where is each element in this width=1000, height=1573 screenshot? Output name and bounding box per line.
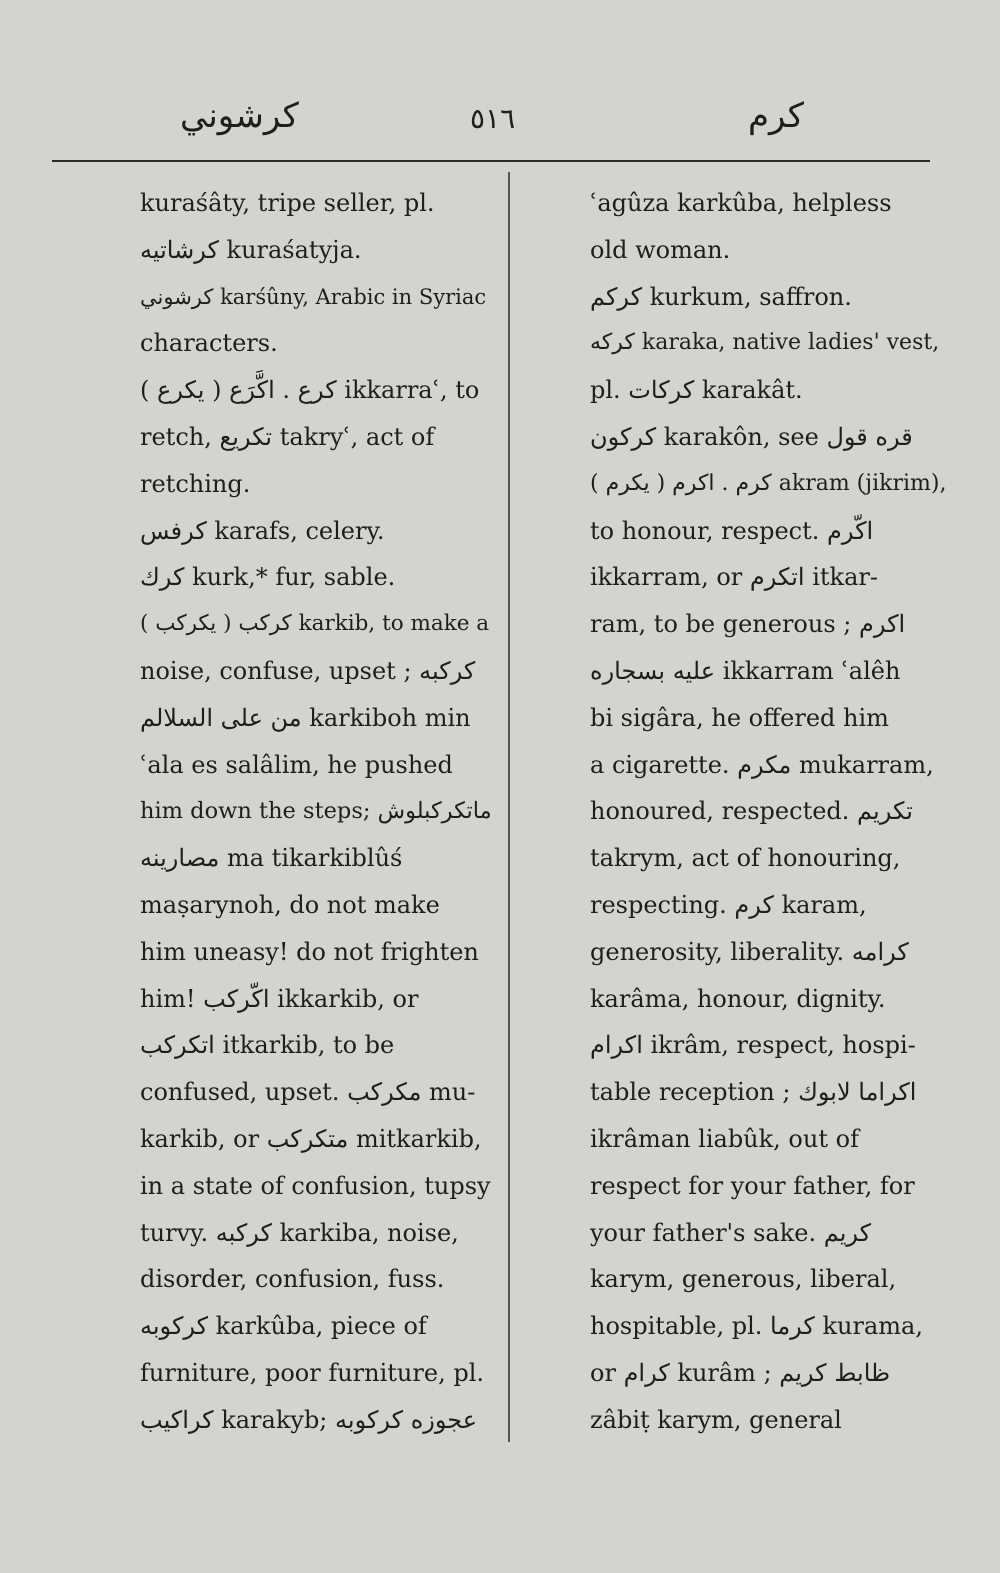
entry-line: كرشوني karśûny, Arabic in Syriac <box>140 284 487 309</box>
entry-line: noise, confuse, upset ; كركبه <box>140 656 476 685</box>
entry-line: كرم . اكرم ( يكرم ) akram (jikrim), <box>590 470 946 496</box>
entry-line: كراكيب karakyb; عجوزه كركوبه <box>140 1405 478 1434</box>
entry-line: اكرام ikrâm, respect, hospi- <box>590 1031 916 1060</box>
entry-line: him uneasy! do not frighten <box>140 937 479 966</box>
entry-line: him down the steps; ماتكركبلوش <box>140 798 492 825</box>
entry-line: karâma, honour, dignity. <box>590 984 886 1013</box>
right-column <box>590 180 946 1444</box>
entry-line: honoured, respected. تكريم <box>590 797 913 826</box>
entry-line: retch, تكريع takryʿ, act of <box>140 422 435 451</box>
entry-line: ʿala es salâlim, he pushed <box>140 750 453 779</box>
entry-line: turvy. كركبه karkiba, noise, <box>140 1218 459 1247</box>
entry-line: confused, upset. مكركب mu- <box>140 1078 476 1107</box>
left-column <box>140 180 492 1444</box>
entry-line: كرك kurk,* fur, sable. <box>140 563 396 592</box>
entry-line: كركب ( يكركب ) karkib, to make a <box>140 611 490 637</box>
entry-line: kuraśâty, tripe seller, pl. <box>140 189 435 217</box>
entry-line: ikrâman liabûk, out of <box>590 1124 859 1153</box>
running-head-left: كرشوني <box>180 96 299 136</box>
entry-line: old woman. <box>590 235 731 264</box>
entry-line: respecting. كرم karam, <box>590 890 867 919</box>
entry-line: table reception ; اكراما لابوك <box>590 1078 917 1107</box>
entry-line: pl. كركات karakât. <box>590 376 803 405</box>
entry-line: karkib, or متكركب mitkarkib, <box>140 1124 482 1153</box>
entry-line: in a state of confusion, tupsy <box>140 1171 491 1200</box>
entry-line: اتكركب itkarkib, to be <box>140 1031 395 1060</box>
entry-line: من على السلالم karkiboh min <box>140 703 471 732</box>
entry-line: hospitable, pl. كرما kurama, <box>590 1312 923 1341</box>
entry-line: كركم kurkum, saffron. <box>590 282 852 311</box>
page-number: ٥١٦ <box>470 102 516 135</box>
entry-line: to honour, respect. اكّرم <box>590 516 874 545</box>
column-divider <box>508 172 510 1442</box>
entry-line: takrym, act of honouring, <box>590 844 901 873</box>
entry-line: كرفس karafs, celery. <box>140 516 385 545</box>
entry-line: كركون karakôn, see قره قول <box>590 422 913 451</box>
entry-line: عليه بسجاره ikkarram ʿalêh <box>590 656 901 685</box>
entry-line: ram, to be generous ; اكرم <box>590 610 906 639</box>
entry-line: maṣarynoh, do not make <box>140 890 440 919</box>
entry-line: bi sigâra, he offered him <box>590 703 889 732</box>
entry-line: karym, generous, liberal, <box>590 1265 897 1294</box>
entry-line: generosity, liberality. كرامه <box>590 937 909 966</box>
entry-line: كركوبه karkûba, piece of <box>140 1312 427 1341</box>
entry-line: respect for your father, for <box>590 1171 915 1200</box>
entry-line: him! اكّركب ikkarkib, or <box>140 984 419 1013</box>
running-head-right: كرم <box>748 96 804 136</box>
entry-line: characters. <box>140 329 278 358</box>
entry-line: كرشاتيه kuraśatyja. <box>140 235 362 264</box>
entry-line: كركه karaka, native ladies' vest, <box>590 330 940 356</box>
entry-line: furniture, poor furniture, pl. <box>140 1358 484 1387</box>
entry-line: disorder, confusion, fuss. <box>140 1265 445 1294</box>
entry-line: a cigarette. مكرم mukarram, <box>590 750 934 779</box>
entry-line: مصارينه ma tikarkiblûś <box>140 844 403 873</box>
entry-line: ikkarram, or اتكرم itkar- <box>590 563 878 592</box>
entry-line: or كرام kurâm ; ظابط كريم <box>590 1358 891 1387</box>
entry-line: retching. <box>140 469 251 498</box>
entry-line: zâbiṭ karym, general <box>590 1405 842 1434</box>
entry-line: ʿagûza karkûba, helpless <box>590 189 892 217</box>
header-rule <box>52 160 930 162</box>
entry-line: كرع . اكَّرَع ( يكرع ) ikkarraʿ, to <box>140 376 480 405</box>
entry-line: your father's sake. كريم <box>590 1218 872 1247</box>
